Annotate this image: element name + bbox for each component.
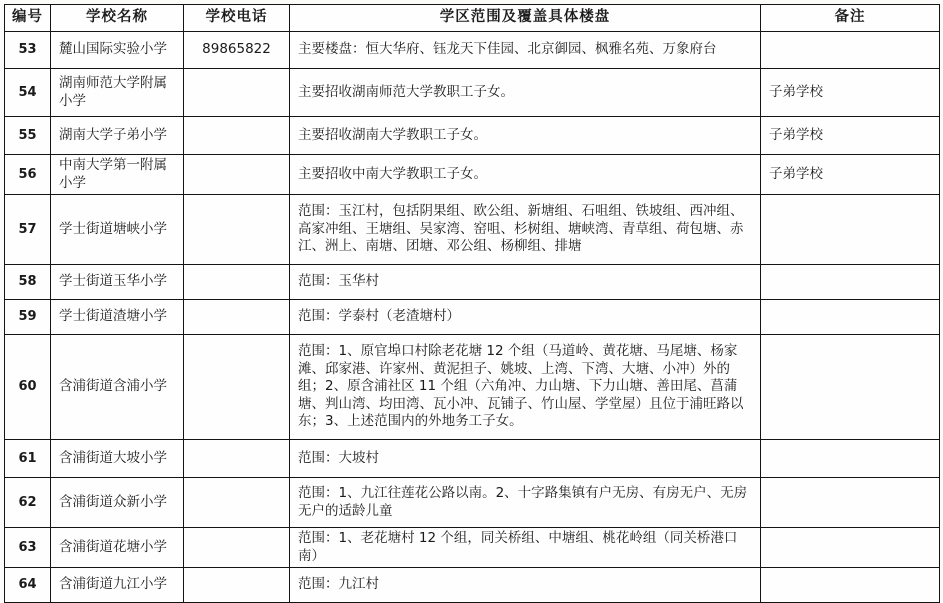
table-row (5, 528, 940, 568)
table-row (5, 568, 940, 603)
school-phone (184, 265, 290, 300)
row-number: 55 (5, 117, 51, 155)
remark: 子弟学校 (761, 155, 940, 195)
remark (761, 335, 940, 440)
row-number: 61 (5, 440, 51, 478)
district-range: 范围：1、九江往莲花公路以南。2、十字路集镇有户无房、有房无户、无房无户的适龄儿童 (290, 478, 761, 528)
school-phone (184, 195, 290, 265)
table-body (5, 32, 940, 603)
column-header-id: 编号 (5, 5, 51, 32)
table-row (5, 69, 940, 117)
district-range: 范围：九江村 (290, 568, 761, 603)
remark (761, 528, 940, 568)
column-header-school: 学校名称 (51, 5, 184, 32)
district-range: 范围：学泰村（老渣塘村） (290, 300, 761, 335)
school-name: 中南大学第一附属小学 (51, 155, 184, 195)
school-phone (184, 478, 290, 528)
row-number: 58 (5, 265, 51, 300)
school-phone (184, 117, 290, 155)
district-range: 范围：1、原官埠口村除老花塘 12 个组（马道岭、黄花塘、马尾塘、杨家滩、邱家港、许家州、黄泥担子、姚坡、上湾、下湾、大塘、小冲）外的组；2、原含浦社区 11 个组（六角冲、力山塘、下力山塘、善田尾、菖蒲塘、判山湾、均田湾、瓦小冲、瓦铺子、竹山屋、学堂屋）且位于浦旺路以东；3、上述范围内的外地务工子女。 (290, 335, 761, 440)
school-phone (184, 335, 290, 440)
remark: 子弟学校 (761, 117, 940, 155)
remark (761, 568, 940, 603)
district-range: 范围：玉江村，包括阴果组、欧公组、新塘组、石咀组、铁坡组、西冲组、高家冲组、王塘组、吴家湾、窑咀、杉树组、塘峡湾、青草组、荷包塘、赤江、洲上、南塘、团塘、邓公组、杨柳组、排塘 (290, 195, 761, 265)
school-phone (184, 69, 290, 117)
district-range: 范围：1、老花塘村 12 个组，同关桥组、中塘组、桃花岭组（同关桥港口南） (290, 528, 761, 568)
table-row (5, 265, 940, 300)
school-name: 学士街道玉华小学 (51, 265, 184, 300)
row-number: 56 (5, 155, 51, 195)
header-row (5, 5, 940, 32)
district-range: 主要招收湖南大学教职工子女。 (290, 117, 761, 155)
school-phone (184, 568, 290, 603)
column-header-range: 学区范围及覆盖具体楼盘 (290, 5, 761, 32)
school-name: 湖南大学子弟小学 (51, 117, 184, 155)
column-header-note: 备注 (761, 5, 940, 32)
remark (761, 300, 940, 335)
table-row (5, 478, 940, 528)
school-name: 学士街道渣塘小学 (51, 300, 184, 335)
table-row (5, 440, 940, 478)
district-range: 范围：玉华村 (290, 265, 761, 300)
table-row (5, 195, 940, 265)
district-range: 主要楼盘：恒大华府、钰龙天下佳园、北京御园、枫雅名苑、万象府台 (290, 32, 761, 69)
school-phone (184, 300, 290, 335)
column-header-phone: 学校电话 (184, 5, 290, 32)
row-number: 57 (5, 195, 51, 265)
school-name: 湖南师范大学附属小学 (51, 69, 184, 117)
remark (761, 195, 940, 265)
school-name: 麓山国际实验小学 (51, 32, 184, 69)
row-number: 64 (5, 568, 51, 603)
row-number: 63 (5, 528, 51, 568)
district-range: 主要招收湖南师范大学教职工子女。 (290, 69, 761, 117)
school-name: 含浦街道含浦小学 (51, 335, 184, 440)
school-name: 含浦街道众新小学 (51, 478, 184, 528)
table-row (5, 335, 940, 440)
school-phone (184, 528, 290, 568)
table-row (5, 155, 940, 195)
row-number: 59 (5, 300, 51, 335)
school-phone (184, 155, 290, 195)
row-number: 53 (5, 32, 51, 69)
remark (761, 478, 940, 528)
row-number: 60 (5, 335, 51, 440)
district-range: 范围：大坡村 (290, 440, 761, 478)
remark (761, 32, 940, 69)
row-number: 62 (5, 478, 51, 528)
school-phone: 89865822 (184, 32, 290, 69)
row-number: 54 (5, 69, 51, 117)
school-phone (184, 440, 290, 478)
school-name: 含浦街道花塘小学 (51, 528, 184, 568)
table-row (5, 117, 940, 155)
school-name: 含浦街道九江小学 (51, 568, 184, 603)
school-name: 含浦街道大坡小学 (51, 440, 184, 478)
remark (761, 265, 940, 300)
district-range: 主要招收中南大学教职工子女。 (290, 155, 761, 195)
school-name: 学士街道塘峡小学 (51, 195, 184, 265)
table-row (5, 300, 940, 335)
remark (761, 440, 940, 478)
remark: 子弟学校 (761, 69, 940, 117)
table-row (5, 32, 940, 69)
school-district-table (4, 4, 940, 603)
